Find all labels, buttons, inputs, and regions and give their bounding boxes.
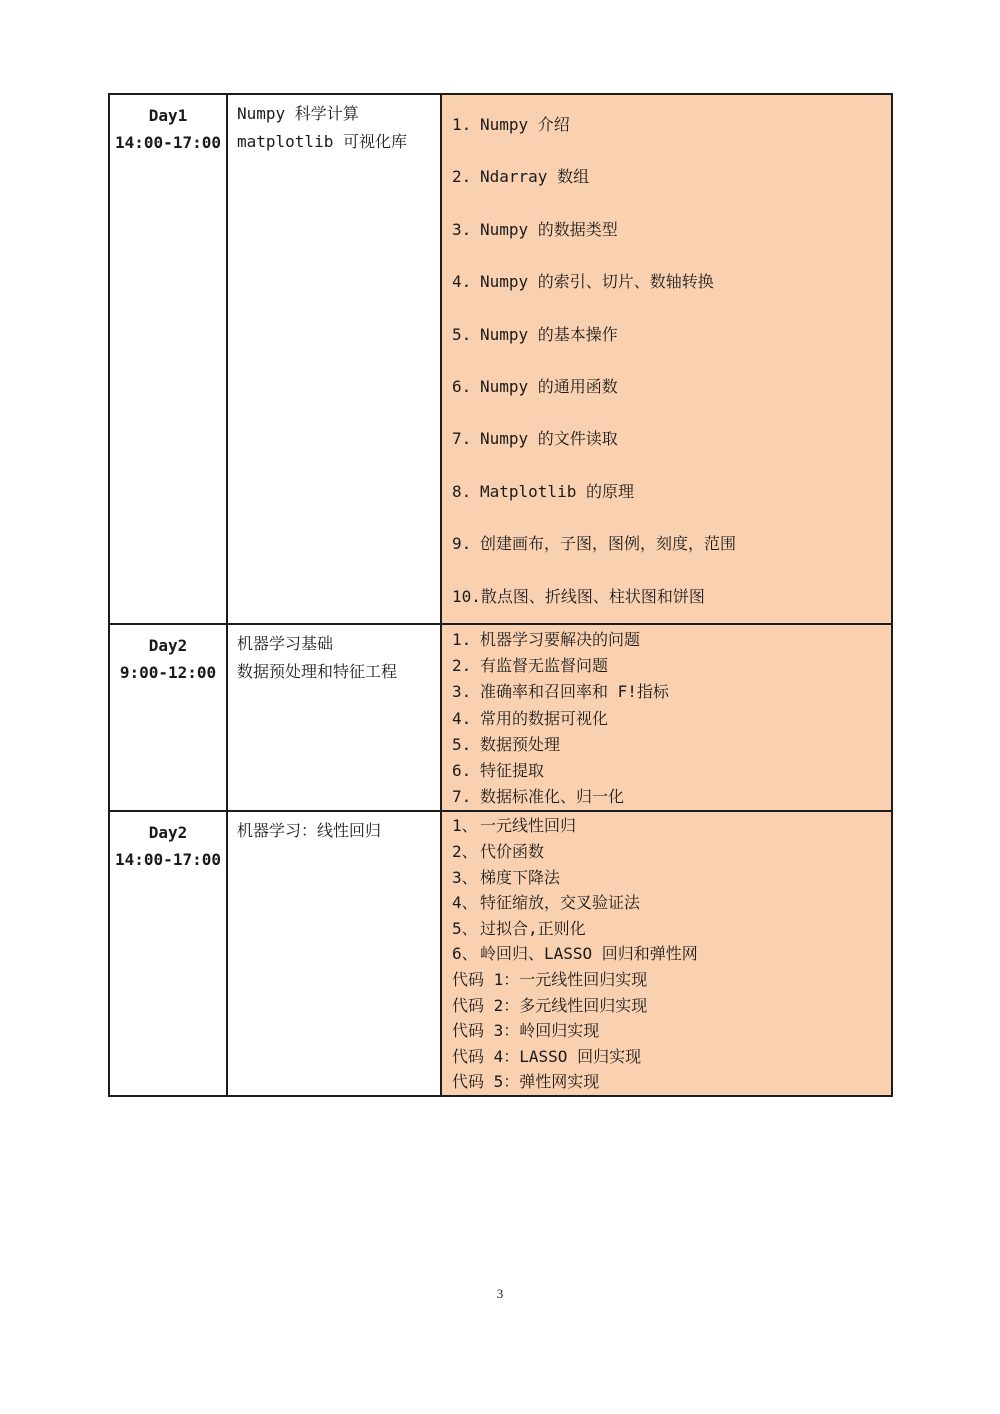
topic-line: 机器学习：线性回归 xyxy=(237,821,382,841)
item-number: 3、 xyxy=(452,867,478,887)
topic-line: matplotlib 可视化库 xyxy=(237,132,407,151)
topic-line: 数据预处理和特征工程 xyxy=(237,662,398,682)
list-item xyxy=(452,99,885,151)
item-number: 7. xyxy=(452,787,472,807)
item-text: 代码 5：弹性网实现 xyxy=(452,1072,600,1092)
item-text: 代码 2：多元线性回归实现 xyxy=(452,995,648,1015)
list-item xyxy=(452,732,885,758)
topic-line: 机器学习基础 xyxy=(237,634,334,654)
item-text: 机器学习要解决的问题 xyxy=(480,630,641,650)
topic-cell-linear-regression xyxy=(227,811,441,1096)
item-number: 8. xyxy=(452,481,472,501)
items-cell-numpy xyxy=(441,94,892,624)
table-row xyxy=(109,811,892,1096)
item-text: 有监督无监督问题 xyxy=(480,656,609,676)
day-label: Day1 xyxy=(148,106,188,125)
item-text: 代码 1：一元线性回归实现 xyxy=(452,970,648,990)
list-item xyxy=(452,706,885,732)
item-text: 代码 3：岭回归实现 xyxy=(452,1021,600,1041)
day-label: Day2 xyxy=(148,823,188,843)
item-number: 5、 xyxy=(452,918,478,938)
item-text: 代价函数 xyxy=(480,842,545,862)
item-text: 过拟合,正则化 xyxy=(480,918,586,938)
item-number: 7. xyxy=(452,429,472,449)
list-item xyxy=(452,865,885,891)
list-item-code xyxy=(452,1044,885,1070)
items-cell-linear-regression xyxy=(441,811,892,1096)
item-text: 准确率和召回率和 F!指标 xyxy=(480,682,669,702)
list-item xyxy=(452,256,885,308)
time-label: 14:00-17:00 xyxy=(115,850,221,870)
list-item-code xyxy=(452,993,885,1019)
item-text: Numpy 的索引、切片、数轴转换 xyxy=(480,272,714,292)
list-item-code xyxy=(452,1069,885,1095)
item-number: 5. xyxy=(452,734,472,754)
list-item xyxy=(452,466,885,518)
list-item xyxy=(452,518,885,570)
list-item xyxy=(452,916,885,942)
item-number: 6、 xyxy=(452,944,478,964)
item-text: Matplotlib 的原理 xyxy=(480,481,634,501)
list-item xyxy=(452,758,885,784)
list-item xyxy=(452,309,885,361)
item-text: 数据标准化、归一化 xyxy=(480,787,625,807)
topic-cell-ml-basics xyxy=(227,624,441,811)
item-text: 一元线性回归 xyxy=(480,816,577,836)
item-text: 岭回归、LASSO 回归和弹性网 xyxy=(480,944,698,964)
item-text: Numpy 的基本操作 xyxy=(480,324,618,344)
item-number: 3. xyxy=(452,682,472,702)
item-text: Numpy 的通用函数 xyxy=(480,377,618,397)
list-item xyxy=(452,679,885,705)
item-number: 2、 xyxy=(452,842,478,862)
item-number: 5. xyxy=(452,324,472,344)
item-text: 常用的数据可视化 xyxy=(480,708,609,728)
item-text: Ndarray 数组 xyxy=(480,167,590,187)
time-cell-day2-pm xyxy=(109,811,227,1096)
list-item xyxy=(452,571,885,623)
table-row xyxy=(109,94,892,624)
item-number: 6. xyxy=(452,761,472,781)
list-item xyxy=(452,839,885,865)
list-item xyxy=(452,204,885,256)
item-number: 1、 xyxy=(452,816,478,836)
item-number: 1. xyxy=(452,115,472,134)
item-number: 4. xyxy=(452,272,472,292)
list-item xyxy=(452,784,885,810)
list-item xyxy=(452,653,885,679)
list-item-code xyxy=(452,967,885,993)
item-number: 6. xyxy=(452,377,472,397)
list-item xyxy=(452,361,885,413)
list-item xyxy=(452,813,885,839)
topic-line: Numpy 科学计算 xyxy=(237,104,359,123)
time-cell-day2-am xyxy=(109,624,227,811)
list-item xyxy=(452,627,885,653)
item-number: 10. xyxy=(452,586,481,606)
time-label: 9:00-12:00 xyxy=(119,663,217,683)
day-label: Day2 xyxy=(148,636,188,656)
item-text: 散点图、折线图、柱状图和饼图 xyxy=(480,586,705,606)
schedule-table xyxy=(108,93,893,1097)
item-text: 特征缩放，交叉验证法 xyxy=(480,893,641,913)
item-number: 1. xyxy=(452,630,472,650)
items-cell-ml-basics xyxy=(441,624,892,811)
time-cell-day1-pm xyxy=(109,94,227,624)
item-text: Numpy 的文件读取 xyxy=(480,429,618,449)
list-item xyxy=(452,890,885,916)
list-item-code xyxy=(452,1018,885,1044)
item-text: 创建画布，子图，图例，刻度，范围 xyxy=(480,534,737,554)
item-text: 数据预处理 xyxy=(480,734,561,754)
item-text: 特征提取 xyxy=(480,761,545,781)
list-item xyxy=(452,941,885,967)
table-row xyxy=(109,624,892,811)
item-text: 代码 4：LASSO 回归实现 xyxy=(452,1046,642,1066)
topic-cell-numpy xyxy=(227,94,441,624)
item-number: 3. xyxy=(452,219,472,239)
item-text: Numpy 介绍 xyxy=(480,115,570,134)
list-item xyxy=(452,413,885,465)
list-item xyxy=(452,151,885,203)
item-text: Numpy 的数据类型 xyxy=(480,219,618,239)
time-label: 14:00-17:00 xyxy=(115,133,221,152)
item-number: 2. xyxy=(452,656,472,676)
item-number: 2. xyxy=(452,167,472,187)
item-text: 梯度下降法 xyxy=(480,867,561,887)
item-number: 9. xyxy=(452,534,472,554)
item-number: 4、 xyxy=(452,893,478,913)
page-number: 3 xyxy=(496,1286,504,1301)
item-number: 4. xyxy=(452,708,472,728)
